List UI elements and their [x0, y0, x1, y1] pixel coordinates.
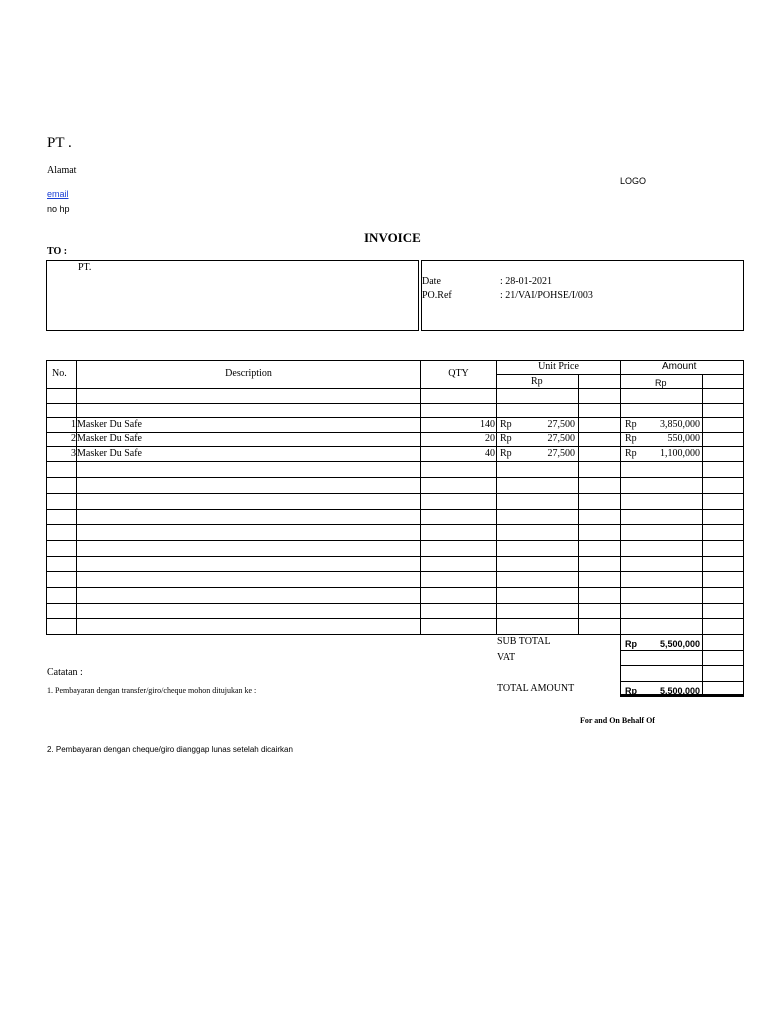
company-email-link[interactable]: email [47, 189, 69, 199]
item-description: Masker Du Safe [77, 419, 142, 430]
company-name: PT . [47, 135, 72, 151]
item-description: Masker Du Safe [77, 448, 142, 459]
payment-note-2: 2. Pembayaran dengan cheque/giro dianggap lunas setelah dicairkan [47, 745, 293, 754]
item-no: 2 [71, 433, 76, 444]
notes-label: Catatan : [47, 667, 83, 678]
row-divider [46, 493, 744, 494]
header-amount-currency: Rp [655, 378, 667, 388]
company-logo: LOGO [620, 176, 647, 186]
header-unit-price: Unit Price [538, 361, 579, 372]
date-label: Date [422, 276, 441, 287]
row-divider [46, 509, 744, 510]
row-divider [46, 571, 744, 572]
header-qty: QTY [448, 368, 469, 379]
item-unit-currency: Rp [500, 433, 512, 444]
total-currency: Rp [625, 686, 637, 696]
item-unit-currency: Rp [500, 448, 512, 459]
col-divider [420, 360, 421, 635]
item-qty: 140 [480, 419, 495, 430]
totals-row-divider [620, 665, 744, 666]
row-divider [46, 587, 744, 588]
payment-note-1: 1. Pembayaran dengan transfer/giro/cheque mohon ditujukan ke : [47, 686, 257, 695]
row-divider [46, 618, 744, 619]
item-description: Masker Du Safe [77, 433, 142, 444]
row-divider [46, 461, 744, 462]
vat-label: VAT [497, 652, 516, 663]
total-amount-value: 5,500,000 [659, 686, 700, 696]
po-ref-value: : 21/VAI/POHSE/I/003 [500, 290, 593, 301]
row-divider [46, 540, 744, 541]
col-divider [496, 360, 497, 635]
header-description: Description [225, 368, 272, 379]
item-unit-currency: Rp [500, 419, 512, 430]
row-divider [46, 403, 744, 404]
header-amount: Amount [662, 361, 697, 372]
row-divider [46, 603, 744, 604]
col-divider [76, 360, 77, 635]
subtotal-currency: Rp [625, 639, 637, 649]
item-unit-price: 27,500 [547, 433, 575, 444]
item-qty: 40 [485, 448, 495, 459]
total-amount-label: TOTAL AMOUNT [497, 683, 575, 694]
item-amount: 550,000 [667, 433, 700, 444]
subtotal-label: SUB TOTAL [497, 636, 551, 647]
po-ref-label: PO.Ref [422, 290, 452, 301]
recipient-name: PT. [78, 262, 92, 273]
item-amount: 1,100,000 [660, 448, 700, 459]
signature-label: For and On Behalf Of [580, 716, 655, 725]
row-divider [46, 556, 744, 557]
header-unit-price-currency: Rp [531, 376, 543, 387]
col-divider [578, 374, 579, 635]
item-amount: 3,850,000 [660, 419, 700, 430]
item-amount-currency: Rp [625, 433, 637, 444]
items-table-border [46, 360, 744, 635]
company-phone: no hp [47, 204, 70, 214]
subtotal-value: 5,500,000 [659, 639, 700, 649]
header-no: No. [52, 368, 67, 379]
recipient-box [46, 260, 419, 331]
row-divider [46, 524, 744, 525]
col-divider [702, 374, 703, 635]
to-label: TO : [47, 246, 68, 257]
col-divider [620, 360, 621, 635]
invoice-title: INVOICE [364, 230, 421, 245]
totals-row-divider [620, 681, 744, 682]
item-qty: 20 [485, 433, 495, 444]
company-address: Alamat [47, 165, 77, 176]
item-amount-currency: Rp [625, 448, 637, 459]
date-value: : 28-01-2021 [500, 276, 552, 287]
row-divider [46, 388, 744, 389]
item-no: 1 [71, 419, 76, 430]
row-divider [46, 477, 744, 478]
item-unit-price: 27,500 [547, 448, 575, 459]
item-no: 3 [71, 448, 76, 459]
item-unit-price: 27,500 [547, 419, 575, 430]
item-amount-currency: Rp [625, 419, 637, 430]
